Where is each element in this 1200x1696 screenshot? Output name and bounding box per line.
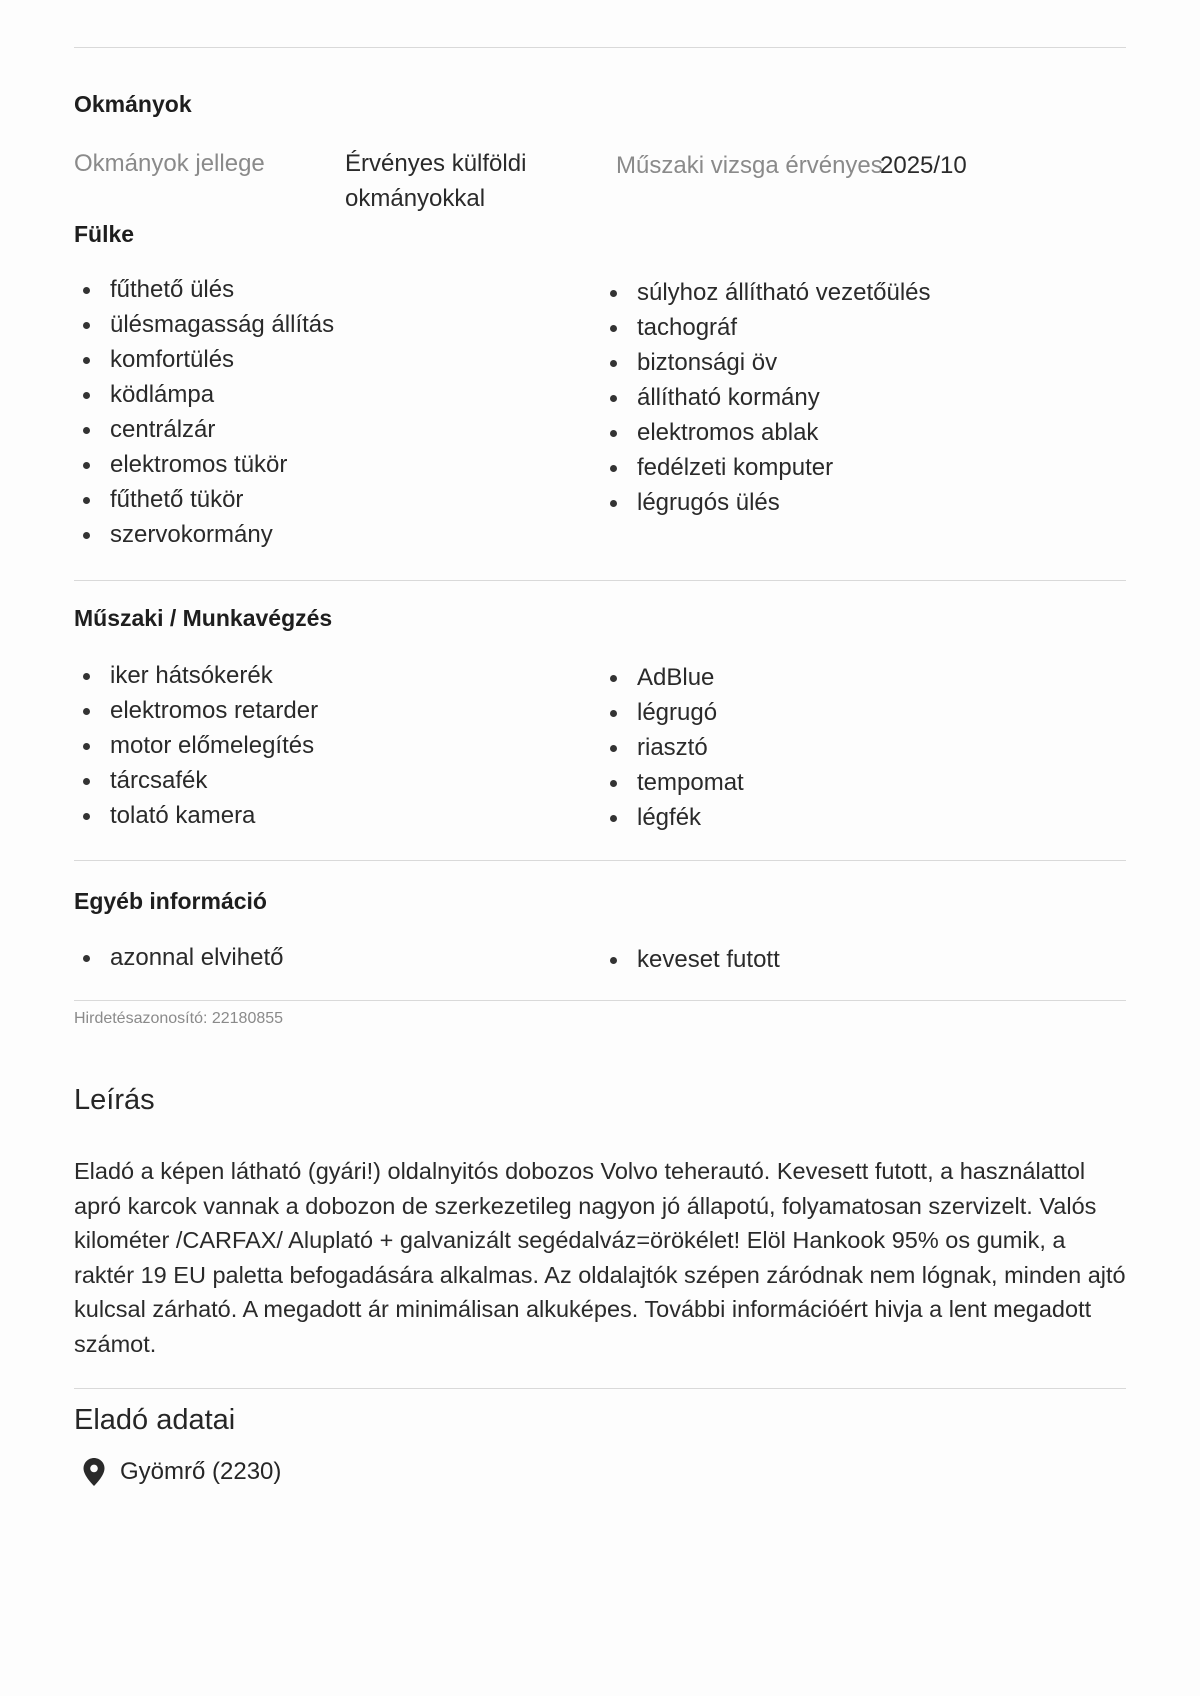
- technical-list-left: [74, 658, 318, 833]
- list-item: szervokormány: [74, 517, 334, 552]
- other-list-right: [601, 942, 780, 977]
- seller-location: [74, 1457, 281, 1487]
- divider: [74, 860, 1126, 861]
- seller-location-text: Gyömrő (2230): [120, 1458, 282, 1485]
- list-item: súlyhoz állítható vezetőülés: [601, 275, 931, 310]
- list-item: biztonsági öv: [601, 345, 931, 380]
- description-title: Leírás: [74, 1084, 155, 1116]
- list-item: tárcsafék: [74, 763, 318, 798]
- list-item: fűthető tükör: [74, 482, 334, 517]
- list-item: tachográf: [601, 310, 931, 345]
- list-item: elektromos tükör: [74, 447, 334, 482]
- seller-title: Eladó adatai: [74, 1404, 236, 1436]
- list-item: állítható kormány: [601, 380, 931, 415]
- list-item: légfék: [601, 800, 744, 835]
- cabin-list-right: [601, 275, 931, 520]
- other-list-left: [74, 940, 283, 975]
- other-title: Egyéb információ: [74, 888, 267, 914]
- list-item: elektromos retarder: [74, 693, 318, 728]
- list-item: centrálzár: [74, 412, 334, 447]
- list-item: ülésmagasság állítás: [74, 307, 334, 342]
- list-item: fedélzeti komputer: [601, 450, 931, 485]
- description-text: Eladó a képen látható (gyári!) oldalnyitós dobozos Volvo teherautó. Kevesett futott, a használattol apró karcok vannak a dobozon de szerkezetileg nagyon jó állapotú, folyamatosan szervizelt. Valós kilométer /CARFAX/ Aluplató + galvanizált segédalváz=örökélet! Elöl Hankook 95% os gumik, a raktér 19 EU paletta befogadására alkalmas. Az oldalajtók szépen záródnak nem lógnak, minden ajtó kulcsal zárható. A megadott ár minimálisan alkuképes. További információért hivja a lent megadott számot.: [74, 1158, 1126, 1357]
- cabin-title: Fülke: [74, 221, 135, 247]
- list-item: légrugós ülés: [601, 485, 931, 520]
- documents-type-label: Okmányok jellege: [74, 150, 265, 177]
- list-item: keveset futott: [601, 942, 780, 977]
- list-item: elektromos ablak: [601, 415, 931, 450]
- list-item: riasztó: [601, 730, 744, 765]
- technical-title: Műszaki / Munkavégzés: [74, 605, 333, 631]
- list-item: ködlámpa: [74, 377, 334, 412]
- list-item: tempomat: [601, 765, 744, 800]
- map-pin-icon: [82, 1457, 106, 1487]
- list-item: fűthető ülés: [74, 272, 334, 307]
- list-item: tolató kamera: [74, 798, 318, 833]
- list-item: légrugó: [601, 695, 744, 730]
- list-item: iker hátsókerék: [74, 658, 318, 693]
- list-item: komfortülés: [74, 342, 334, 377]
- ad-id: Hirdetésazonosító: 22180855: [74, 1010, 284, 1027]
- divider: [74, 1000, 1126, 1001]
- inspection-label: Műszaki vizsga érvényes: [616, 152, 883, 179]
- divider: [74, 47, 1126, 48]
- divider: [74, 1388, 1126, 1389]
- list-item: motor előmelegítés: [74, 728, 318, 763]
- list-item: azonnal elvihető: [74, 940, 283, 975]
- divider: [74, 580, 1126, 581]
- inspection-value: 2025/10: [880, 152, 967, 179]
- technical-list-right: [601, 660, 744, 835]
- list-item: AdBlue: [601, 660, 744, 695]
- documents-title: Okmányok: [74, 91, 192, 117]
- documents-type-value: Érvényes külföldi okmányokkal: [345, 150, 527, 212]
- cabin-list-left: [74, 272, 334, 552]
